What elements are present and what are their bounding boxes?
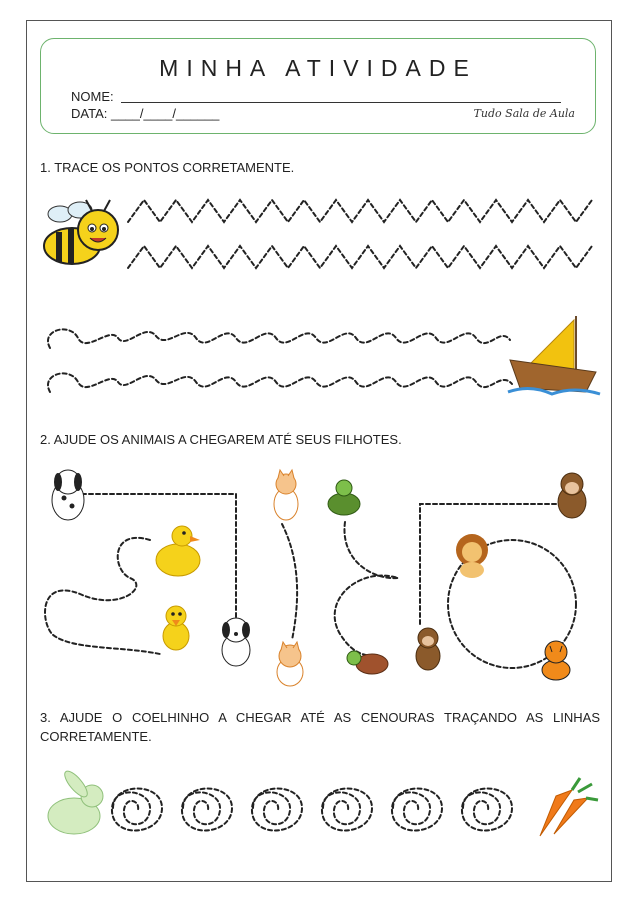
rabbit-icon [48,768,103,834]
zigzag-trace-line[interactable] [128,246,592,268]
turtle-icon [328,480,360,515]
section-2-heading: 2. AJUDE OS ANIMAIS A CHEGAREM ATÉ SEUS FILHOTES. [40,432,402,447]
section-1-heading: 1. TRACE OS PONTOS CORRETAMENTE. [40,160,295,175]
spiral-trace[interactable] [112,789,512,831]
path-monkey[interactable] [420,504,556,626]
duck-icon [156,526,200,576]
dalmatian-icon [52,470,84,520]
carrots-icon [540,778,598,836]
baby-turtle-icon [347,651,388,674]
duckling-icon [163,606,189,650]
path-turtle[interactable] [335,522,398,656]
name-label: NOME: [71,89,114,104]
sailboat-icon [508,316,600,394]
cat-icon [274,470,298,520]
zigzag-trace-line[interactable] [128,200,592,222]
bee-icon [44,200,118,264]
lion-icon [456,534,488,578]
kitten-icon [277,642,303,686]
path-cat[interactable] [282,524,297,640]
brand-logo: Tudo Sala de Aula [473,107,575,120]
wave-trace-line[interactable] [48,329,510,348]
date-label: DATA: ____/____/______ [71,106,220,121]
wave-trace-line[interactable] [48,373,512,392]
page-title: MINHA ATIVIDADE [159,55,477,81]
path-duck[interactable] [45,538,160,654]
baby-monkey-icon [416,628,440,670]
section-3-heading: 3. AJUDE O COELHINHO A CHEGAR ATÉ AS CENOURAS TRAÇANDO AS LINHAS CORRETAMENTE. [40,710,600,744]
dalmatian-puppy-icon [222,618,250,666]
tiger-cub-icon [542,641,570,680]
monkey-icon [558,473,586,518]
